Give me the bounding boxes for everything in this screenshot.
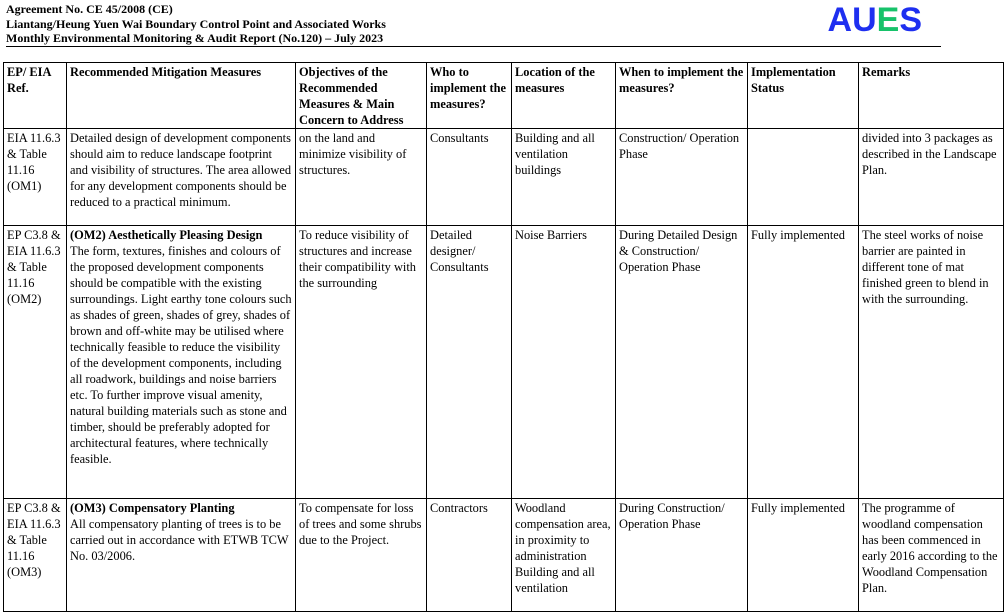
cell-who: Detailed designer/ Consultants [427,226,512,499]
mitigation-measures-table [3,62,1004,612]
logo-part-s: S [899,1,922,39]
cell-when: During Construction/ Operation Phase [616,499,748,612]
cell-ref: EP C3.8 & EIA 11.6.3 & Table 11.16 (OM3) [4,499,67,612]
column-header-when: When to implement the measures? [616,63,748,129]
column-header-location: Location of the measures [512,63,616,129]
header-divider [6,46,941,47]
cell-objective: To reduce visibility of structures and increase their compatibility with the surrounding [296,226,427,499]
agreement-number: Agreement No. CE 45/2008 (CE) [6,2,173,16]
report-title: Monthly Environmental Monitoring & Audit Report (No.120) – July 2023 [6,31,384,45]
column-header-objectives: Objectives of the Recommended Measures & Main Concern to Address [296,63,427,129]
cell-when: Construction/ Operation Phase [616,129,748,226]
cell-status: Fully implemented [748,226,859,499]
cell-location: Building and all ventilation buildings [512,129,616,226]
cell-who: Contractors [427,499,512,612]
cell-who: Consultants [427,129,512,226]
cell-remarks: The steel works of noise barrier are painted in different tone of mat finished green to blend in with the surrounding. [859,226,1004,499]
logo-part-au: AU [827,1,877,39]
cell-ref: EP C3.8 & EIA 11.6.3 & Table 11.16 (OM2) [4,226,67,499]
table-row [4,499,1004,612]
aues-logo [828,0,922,40]
column-header-status: Implementation Status [748,63,859,129]
cell-objective: on the land and minimize visibility of structures. [296,129,427,226]
cell-objective: To compensate for loss of trees and some shrubs due to the Project. [296,499,427,612]
measure-text: All compensatory planting of trees is to be carried out in accordance with ETWB TCW No. 03/2006. [70,517,289,563]
column-header-measures: Recommended Mitigation Measures [67,63,296,129]
project-title: Liantang/Heung Yuen Wai Boundary Control Point and Associated Works [6,16,386,31]
cell-ref: EIA 11.6.3 & Table 11.16 (OM1) [4,129,67,226]
measure-text: Detailed design of development components should aim to reduce landscape footprint and visibility of structures. The area allowed for any development components should be reduced to a practical minimum. [70,131,292,209]
column-header-who: Who to implement the measures? [427,63,512,129]
table-row [4,226,1004,499]
column-header-ref: EP/ EIA Ref. [4,63,67,129]
logo-part-e: E [876,1,900,39]
cell-measure [67,226,296,499]
measure-text: The form, textures, finishes and colours of the proposed development components should be compatible with the existing surroundings. Light earthy tone colours such as shades of green, shades of grey, shades of brown and off-white may be utilised where technically feasible to reduce the visibility of the development components, including all roadwork, buildings and noise barriers etc. To further improve visual amenity, natural building materials such as stone and timber, should be preferably adopted for architectural features, where technically feasible. [70,244,292,466]
cell-remarks: divided into 3 packages as described in the Landscape Plan. [859,129,1004,226]
cell-measure [67,129,296,226]
measure-title: (OM3) Compensatory Planting [70,501,235,515]
cell-when: During Detailed Design & Construction/ Operation Phase [616,226,748,499]
cell-status [748,129,859,226]
cell-location: Woodland compensation area, in proximity to administration Building and all ventilation [512,499,616,612]
table-row [4,129,1004,226]
cell-remarks: The programme of woodland compensation has been commenced in early 2016 according to the Woodland Compensation Plan. [859,499,1004,612]
table-header-row [4,63,1004,129]
column-header-remarks: Remarks [859,63,1004,129]
measure-title: (OM2) Aesthetically Pleasing Design [70,228,263,242]
cell-measure [67,499,296,612]
cell-location: Noise Barriers [512,226,616,499]
cell-status: Fully implemented [748,499,859,612]
